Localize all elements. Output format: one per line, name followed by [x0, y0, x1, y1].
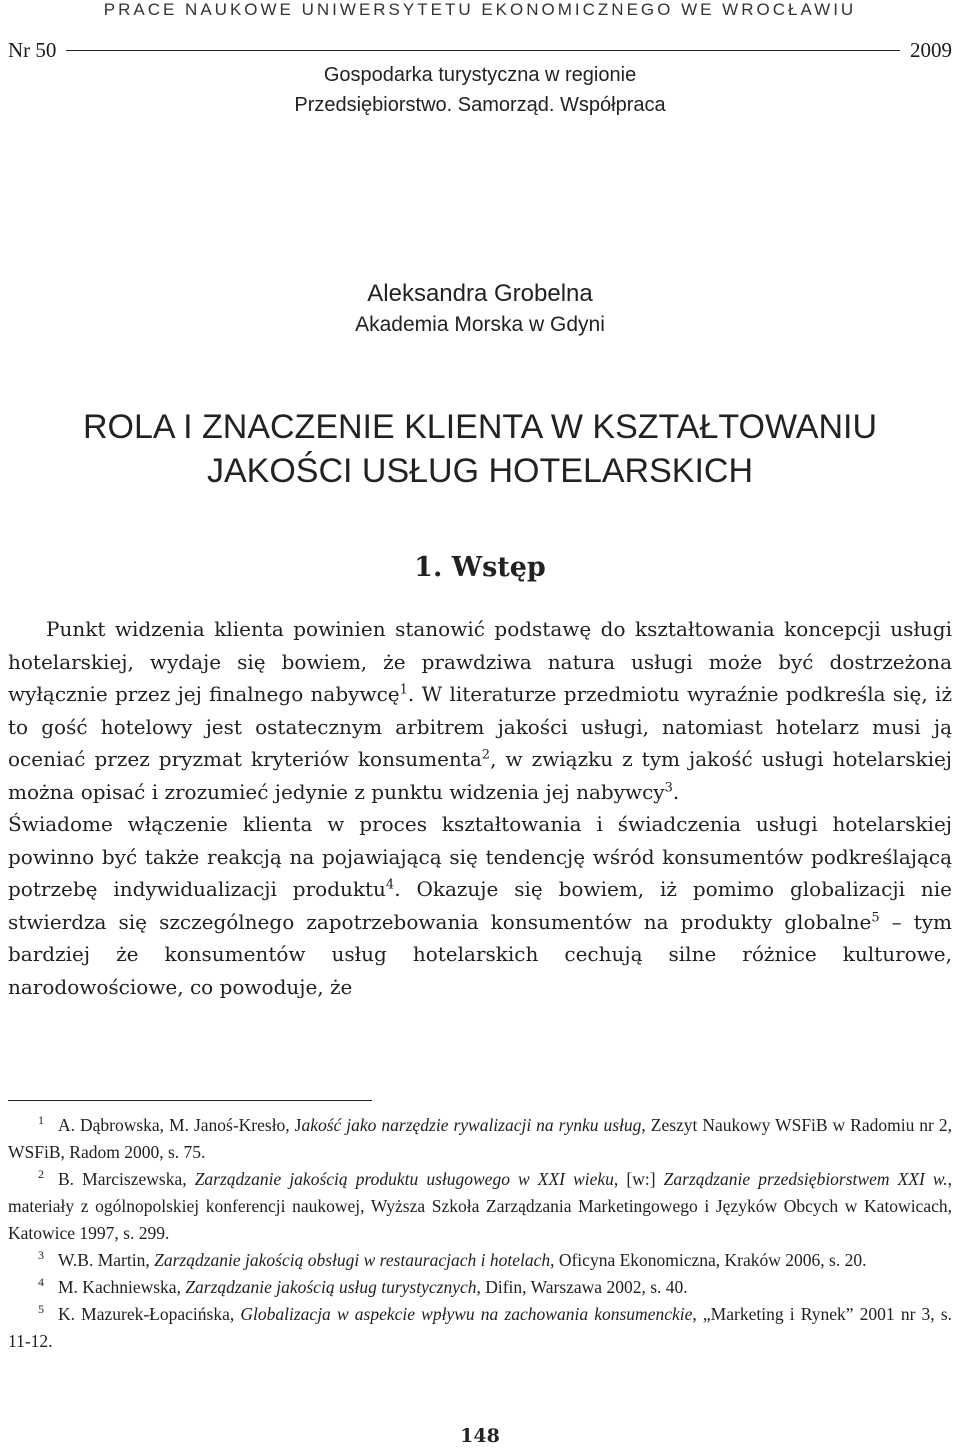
footnote-5: $^5$ K. Mazurek-Łopacińska, Globalizacja w aspekcie wpływu na zachowania konsumenckie, „Marketing i Rynek” 2001 nr 3, s. 11-12.: [8, 1302, 953, 1351]
footnote-3: $^3$ W.B. Martin, Zarządzanie jakością obsługi w restauracjach i hotelach, Oficyna Ekonomiczna, Kraków 2006, s. 20.: [38, 1248, 867, 1270]
footnote-2: $^2$ B. Marciszewska, Zarządzanie jakością produktu usługowego w XXI wieku, [w:] Zarządzanie przedsiębiorstwem XXI w., materiały z ogólnopolskiej konferencji naukowej, Wyższa Szkoła Zarządzania Marketingowego i Języków Obcych w Katowicach, Katowice 1997, s. 299.: [8, 1167, 952, 1243]
footnote-separator: [8, 1100, 372, 1101]
paragraph-2: Świadome włączenie klienta w proces kształtowania i świadczenia usługi hotelarskiej powinno być także reakcją na pojawiającą się tendencję wśród konsumentów podkreślającą potrzebę indywidualizacji produktu$^4$. Okazuje się bowiem, iż pomimo globalizacji nie stwierdza się szczególnego zapotrzebowania konsumentów na produkty globalne$^5$ – tym bardziej że konsumentów usług hotelarskich cechują silne różnice kulturowe, narodowościowe, co powoduje, że: [8, 812, 952, 999]
paragraph-1: Punkt widzenia klienta powinien stanowić podstawę do kształtowania koncepcji usługi hotelarskiej, wydaje się bowiem, że prawdziwa natura usługi może być dostrzeżona wyłącznie przez jej finalnego nabywcę$^1$. W literaturze przedmiotu wyraźnie podkreśla się, iż to gość hotelowy jest ostatecznym arbitrem jakości usługi, natomiast hotelarz musi ją oceniać przez pryzmat kryteriów konsumenta$^2$, w związku z tym jakość usługi hotelarskiej można opisać i zrozumieć jedynie z punktu widzenia jej nabywcy$^3$.: [8, 617, 953, 804]
footnote-1: $^1$ A. Dąbrowska, M. Janoś-Kresło, Jakość jako narzędzie rywalizacji na rynku usług, Zeszyt Naukowy WSFiB w Radomiu nr 2, WSFiB, Radom 2000, s. 75.: [8, 1113, 952, 1162]
author-affiliation: Akademia Morska w Gdyni: [355, 313, 605, 336]
body-text: [8, 613, 952, 1003]
header-rule: [66, 50, 900, 51]
footnote-ref-2: 2: [481, 747, 491, 763]
footnote-ref-3: 3: [664, 779, 673, 795]
volume-title-line-2: Przedsiębiorstwo. Samorząd. Współpraca: [294, 94, 666, 116]
footnote-ref-4: 4: [385, 877, 395, 893]
volume-title-line-1: Gospodarka turystyczna w regionie: [323, 64, 637, 86]
footnote-ref-1: 1: [399, 682, 408, 698]
page-number: 148: [460, 1425, 500, 1447]
footnotes: [8, 1112, 952, 1355]
article-title-line-1: ROLA I ZNACZENIE KLIENTA W KSZTAŁTOWANIU: [82, 408, 878, 446]
author-name: Aleksandra Grobelna: [367, 280, 593, 307]
footnote-4: $^4$ M. Kachniewska, Zarządzanie jakością usług turystycznych, Difin, Warszawa 2002, s. 40.: [38, 1275, 688, 1297]
issue-number: Nr 50: [8, 37, 57, 62]
issue-row: [8, 36, 952, 64]
issue-year: 2009: [910, 37, 952, 62]
journal-series-title: PRACE NAUKOWE UNIWERSYTETU EKONOMICZNEGO WE WROCŁAWIU: [103, 0, 857, 19]
footnote-ref-5: 5: [871, 909, 880, 925]
article-title-line-2: JAKOŚCI USŁUG HOTELARSKICH: [206, 452, 753, 490]
section-heading: 1. Wstęp: [414, 552, 546, 583]
